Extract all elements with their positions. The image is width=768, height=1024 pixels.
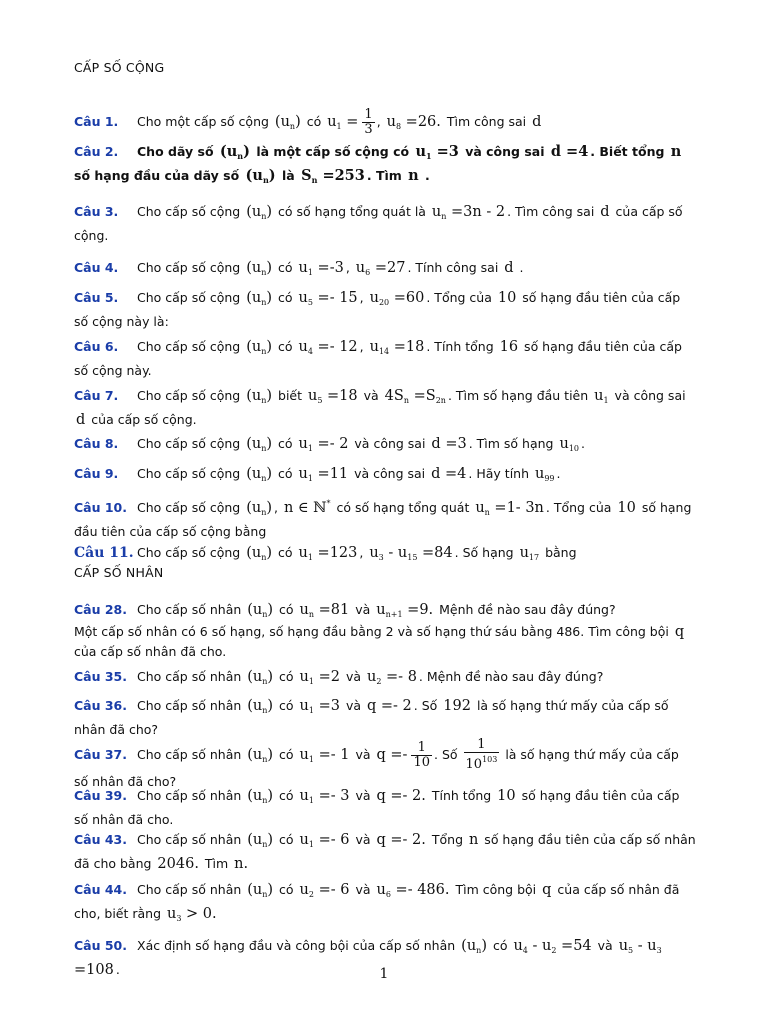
question-text: Cho cấp số cộng $(u_n)$ , n ∈ ℕ* có số hạng tổng quát $u_n =1-$ 3n . Tổng của 10 số hạng đầu tiên của cấp số cộng bằng — [74, 499, 692, 539]
question-label: Câu 11. — [74, 545, 134, 561]
question-7 — [74, 386, 696, 430]
question-label: Câu 8. — [74, 436, 119, 451]
question-10 — [74, 494, 696, 541]
question-39 — [74, 786, 696, 829]
question-label: Câu 50. — [74, 938, 128, 953]
question-label: Câu 35. — [74, 669, 128, 684]
question-2 — [74, 142, 696, 190]
question-text: Cho cấp số cộng $(u_n)$ có $u_1 =11$ và công sai d =4 . Hãy tính $u_{99}$ . — [137, 466, 561, 483]
section-heading-geometric: CẤP SỐ NHÂN — [74, 565, 164, 580]
question-label: Câu 1. — [74, 114, 119, 129]
question-35 — [74, 667, 696, 691]
question-text: Cho cấp số nhân $(u_n)$ có $u_1 =- 1$ và q =- $\frac{1}{10}$ . Số $\frac{1}{10^{103}}$ là số hạng thứ mấy của cấp số nhân đã cho? — [74, 737, 679, 789]
question-label: Câu 28. — [74, 602, 128, 617]
question-text: Cho cấp số cộng $(u_n)$ có $u_5 =- 15$ , $u_{20} =60$ . Tổng của 10 số hạng đầu tiên của cấp số cộng này là: — [74, 290, 681, 329]
question-label: Câu 39. — [74, 788, 128, 803]
question-4 — [74, 258, 696, 282]
question-label: Câu 9. — [74, 466, 119, 481]
question-label: Câu 10. — [74, 500, 128, 515]
question-8 — [74, 434, 696, 458]
question-text: Xác định số hạng đầu và công bội của cấp số nhân $(u_n)$ có $u_4 - u_2 =54$ và $u_5 - u_3 =108$ . — [74, 938, 662, 978]
question-label: Câu 37. — [74, 746, 128, 762]
question-label: Câu 4. — [74, 260, 119, 275]
question-label: Câu 43. — [74, 832, 128, 847]
question-label: Câu 44. — [74, 882, 128, 897]
question-37 — [74, 738, 696, 791]
question-text: Cho cấp số cộng $(u_n)$ có $u_1 =- 2$ và công sai d =3 . Tìm số hạng $u_{10}$ . — [137, 436, 585, 453]
question-label: Câu 2. — [74, 144, 119, 159]
question-3 — [74, 202, 696, 245]
question-text: Cho cấp số cộng $(u_n)$ có $u_1 =-3$ , $u_6 =27$ . Tính công sai d . — [137, 260, 524, 277]
question-1 — [74, 108, 696, 137]
question-text: Cho cấp số cộng $(u_n)$ có $u_4 =- 12$ , $u_{14} =18$ . Tính tổng 16 số hạng đầu tiên của cấp số cộng này. — [74, 339, 682, 378]
question-label: Câu 3. — [74, 204, 119, 219]
question-11 — [74, 543, 696, 567]
question-5 — [74, 288, 696, 331]
question-36 — [74, 696, 696, 739]
question-text: Cho một cấp số cộng $(u_n)$ có $u_1$ = $\frac{1}{3}$ , $u_8 =26$. Tìm công sai d — [137, 107, 542, 137]
question-43 — [74, 830, 696, 874]
question-6 — [74, 337, 696, 380]
question-label: Câu 6. — [74, 339, 119, 354]
question-label: Câu 7. — [74, 388, 119, 403]
section-heading-arithmetic: CẤP SỐ CỘNG — [74, 60, 165, 75]
question-text: Cho cấp số nhân $(u_n)$ có $u_2 =- 6$ và $u_6 =- 486$. Tìm công bội q của cấp số nhân đã cho, biết rằng $u_3 > 0$. — [74, 882, 680, 923]
question-28 — [74, 600, 696, 624]
question-44 — [74, 880, 696, 928]
question-text: Cho cấp số nhân $(u_n)$ có $u_1 =2$ và $u_2 =- 8$ . Mệnh đề nào sau đây đúng? — [137, 669, 604, 686]
paragraph-six-terms: Một cấp số nhân có 6 số hạng, số hạng đầu bằng 2 và số hạng thứ sáu bằng 486. Tìm công bội q của cấp số nhân đã cho. — [74, 624, 685, 659]
question-text: Cho cấp số cộng $(u_n)$ có $u_1 =123$ , $u_3 - u_{15} =84$ . Số hạng $u_{17}$ bằng — [137, 545, 577, 562]
page-number: 1 — [379, 966, 389, 982]
question-label: Câu 36. — [74, 698, 128, 713]
question-9 — [74, 464, 696, 488]
question-text: Cho cấp số nhân $(u_n)$ có $u_1 =- 6$ và q =- 2. Tổng n số hạng đầu tiên của cấp số nhân đã cho bằng 2046. Tìm n. — [74, 832, 696, 872]
question-text: Cho cấp số cộng $(u_n)$ biết $u_5 =18$ và $4S_n =S_{2n}$ . Tìm số hạng đầu tiên $u_1$ và công sai d của cấp số cộng. — [76, 388, 686, 428]
question-text: Cho cấp số nhân $(u_n)$ có $u_1 =3$ và q =- 2 . Số 192 là số hạng thứ mấy của cấp số nhân đã cho? — [74, 698, 669, 737]
question-text: Cho cấp số nhân $(u_n)$ có $u_1 =- 3$ và q =- 2. Tính tổng 10 số hạng đầu tiên của cấp số nhân đã cho. — [74, 788, 680, 827]
question-text: Cho cấp số nhân $(u_n)$ có $u_n =81$ và $u_{n+1} =9$. Mệnh đề nào sau đây đúng? — [137, 602, 616, 619]
question-text: Cho cấp số cộng $(u_n)$ có số hạng tổng quát là $u_n =3n - 2$ . Tìm công sai d của cấp số cộng. — [74, 204, 683, 243]
question-text: Cho dãy số $(u_n)$ là một cấp số cộng có $u_1 =3$ và công sai d =4 . Biết tổng n số hạng đầu của dãy số $(u_n)$ là $S_n =253$ . Tìm n . — [74, 143, 682, 185]
question-label: Câu 5. — [74, 290, 119, 305]
